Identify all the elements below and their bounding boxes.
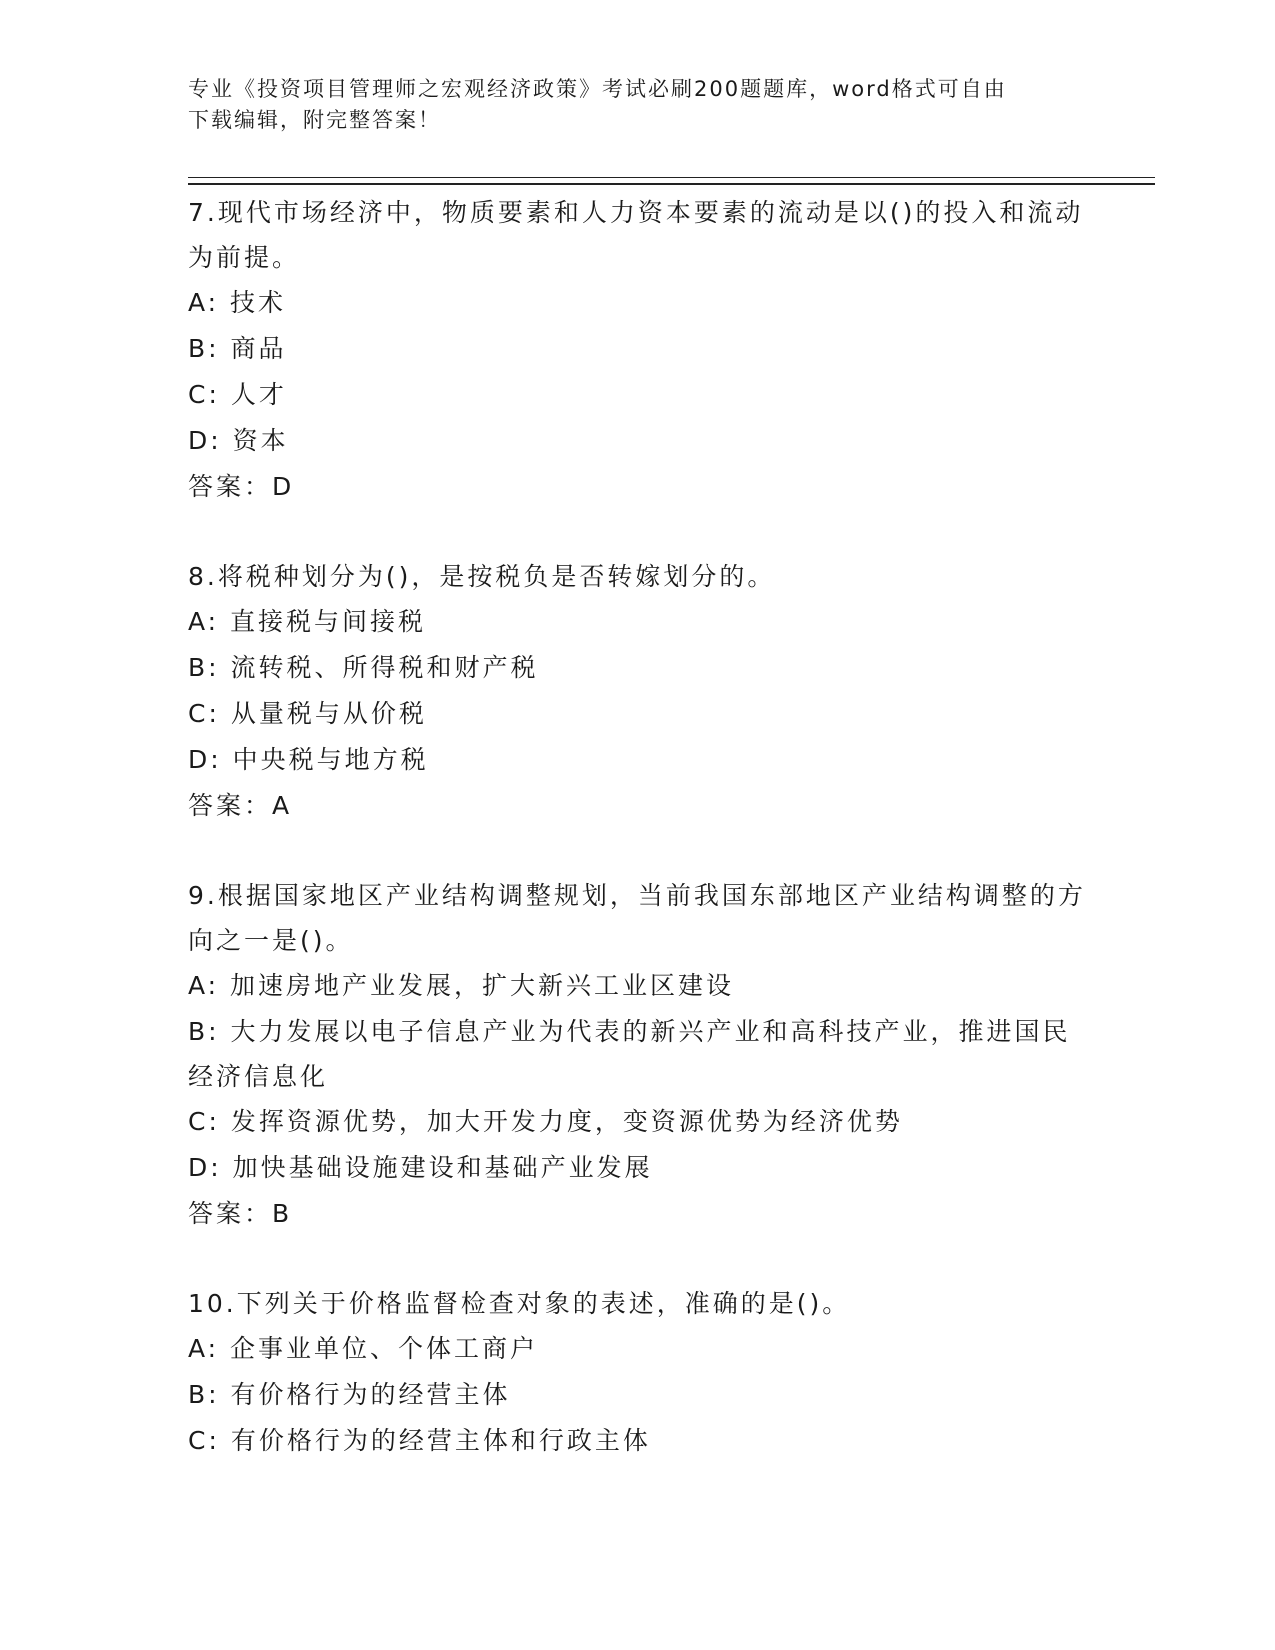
question-9 (188, 873, 1088, 1237)
option-a: A: 企事业单位、个体工商户 (188, 1334, 539, 1363)
header-divider-thin (188, 177, 1155, 178)
header-divider-thick (188, 183, 1155, 185)
option-d: D: 加快基础设施建设和基础产业发展 (188, 1153, 653, 1182)
question-text: 9.根据国家地区产业结构调整规划，当前我国东部地区产业结构调整的方向之一是()。 (188, 881, 1086, 955)
option-c: C: 发挥资源优势，加大开发力度，变资源优势为经济优势 (188, 1107, 903, 1136)
question-text: 8.将税种划分为()，是按税负是否转嫁划分的。 (188, 562, 776, 591)
option-a: A: 技术 (188, 288, 287, 317)
question-list (188, 190, 1088, 1508)
option-c: C: 从量税与从价税 (188, 699, 427, 728)
option-a: A: 加速房地产业发展，扩大新兴工业区建设 (188, 971, 735, 1000)
question-text: 7.现代市场经济中，物质要素和人力资本要素的流动是以()的投入和流动为前提。 (188, 198, 1084, 272)
option-b: B: 有价格行为的经营主体 (188, 1380, 511, 1409)
question-text: 10.下列关于价格监督检查对象的表述，准确的是()。 (188, 1289, 851, 1318)
option-d: D: 中央税与地方税 (188, 745, 429, 774)
question-7 (188, 190, 1088, 510)
header-line-1: 专业《投资项目管理师之宏观经济政策》考试必刷200题题库，word格式可自由 (188, 77, 1007, 101)
option-b: B: 流转税、所得税和财产税 (188, 653, 539, 682)
option-c: C: 人才 (188, 380, 287, 409)
option-b: B: 大力发展以电子信息产业为代表的新兴产业和高科技产业，推进国民经济信息化 (188, 1017, 1071, 1091)
header-line-2: 下载编辑，附完整答案！ (188, 108, 441, 132)
answer: 答案：A (188, 791, 293, 820)
option-c: C: 有价格行为的经营主体和行政主体 (188, 1426, 651, 1455)
option-d: D: 资本 (188, 426, 289, 455)
option-a: A: 直接税与间接税 (188, 607, 427, 636)
option-b: B: 商品 (188, 334, 287, 363)
question-10 (188, 1281, 1088, 1464)
answer: 答案：D (188, 472, 295, 501)
question-8 (188, 554, 1088, 829)
answer: 答案：B (188, 1199, 293, 1228)
document-header (188, 74, 1088, 136)
